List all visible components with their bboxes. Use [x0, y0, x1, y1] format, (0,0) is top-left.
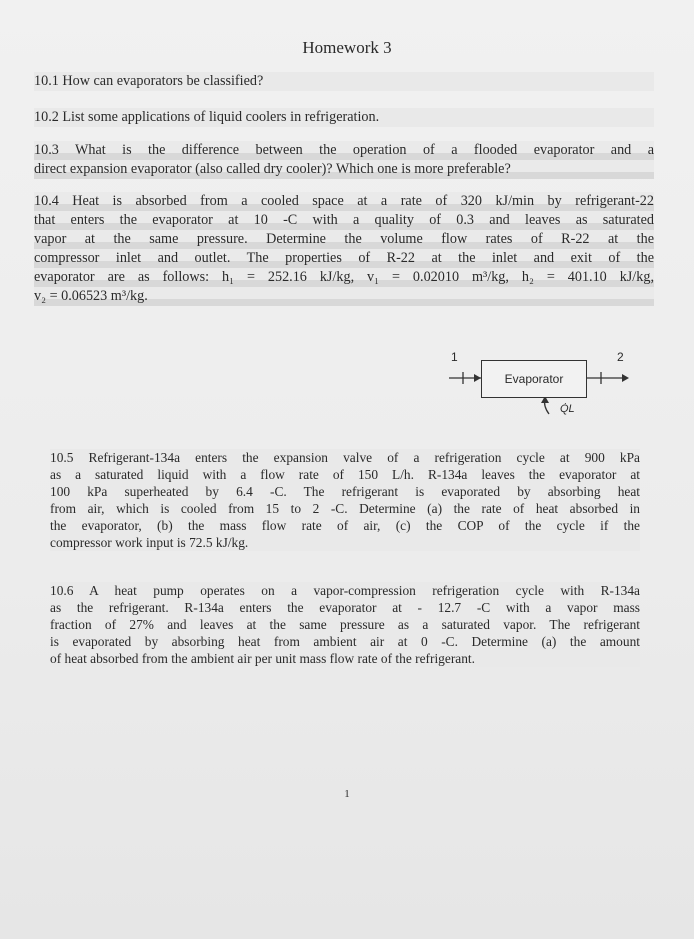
question-line: 10.5 Refrigerant-134a enters the expansion valve of a refrigeration cycle at 900 kPa: [50, 450, 640, 465]
question-line: 10.3 What is the difference between the operation of a flooded evaporator and a: [34, 142, 654, 158]
question-line: v₂ = 0.06523 m³/kg.: [34, 288, 148, 304]
question-line: that enters the evaporator at 10 -C with a quality of 0.3 and leaves as saturated: [34, 212, 654, 228]
question-10-5: [50, 449, 640, 551]
question-text: 10.1 How can evaporators be classified?: [34, 73, 264, 89]
question-line: evaporator are as follows: h₁ = 252.16 kJ/kg, v₁ = 0.02010 m³/kg, h₂ = 401.10 kJ/kg,: [34, 269, 654, 285]
question-10-6: [50, 582, 640, 667]
question-10-3: [34, 141, 654, 179]
question-line: 100 kPa superheated by 6.4 -C. The refrigerant is evaporated by absorbing heat: [50, 484, 640, 499]
question-text: 10.2 List some applications of liquid coolers in refrigeration.: [34, 109, 380, 125]
question-line: of heat absorbed from the ambient air per unit mass flow rate of the refrigerant.: [50, 651, 475, 666]
question-line: 10.6 A heat pump operates on a vapor-compression refrigeration cycle with R-134a: [50, 583, 640, 598]
page-title: Homework 3: [302, 38, 392, 57]
question-line: as a saturated liquid with a flow rate of 150 L/h. R-134a leaves the evaporator at: [50, 467, 640, 482]
page-number: 1: [344, 788, 350, 800]
question-line: vapor at the same pressure. Determine the volume flow rates of R-22 at the: [34, 231, 654, 247]
question-line: 10.4 Heat is absorbed from a cooled space at a rate of 320 kJ/min by refrigerant-22: [34, 193, 654, 209]
outlet-arrowhead: [622, 374, 629, 382]
question-10-1: [34, 72, 654, 91]
question-line: from air, which is cooled from 15 to 2 -C. Determine (a) the rate of heat absorbed in: [50, 501, 640, 516]
question-line: the evaporator, (b) the mass flow rate of air, (c) the COP of the cycle if the: [50, 518, 640, 533]
question-10-2: [34, 108, 654, 127]
inlet-arrowhead: [474, 374, 481, 382]
question-line: as the refrigerant. R-134a enters the evaporator at - 12.7 -C with a vapor mass: [50, 600, 640, 615]
question-line: direct expansion evaporator (also called dry cooler)? Which one is more preferable?: [34, 161, 511, 177]
evaporator-label: Evaporator: [504, 372, 564, 386]
question-line: fraction of 27% and leaves at the same pressure as a saturated vapor. The refrigerant: [50, 617, 640, 632]
question-10-4: [34, 192, 654, 306]
question-line: compressor work input is 72.5 kJ/kg.: [50, 535, 249, 550]
evaporator-diagram: [445, 350, 645, 440]
state-1-label: 1: [451, 350, 458, 364]
state-2-label: 2: [617, 350, 624, 364]
heat-label: Q̇L: [560, 403, 575, 415]
evaporator-box: [481, 360, 587, 398]
question-line: compressor inlet and outlet. The properties of R-22 at the inlet and exit of the: [34, 250, 654, 266]
question-line: is evaporated by absorbing heat from ambient air at 0 -C. Determine (a) the amount: [50, 634, 640, 649]
